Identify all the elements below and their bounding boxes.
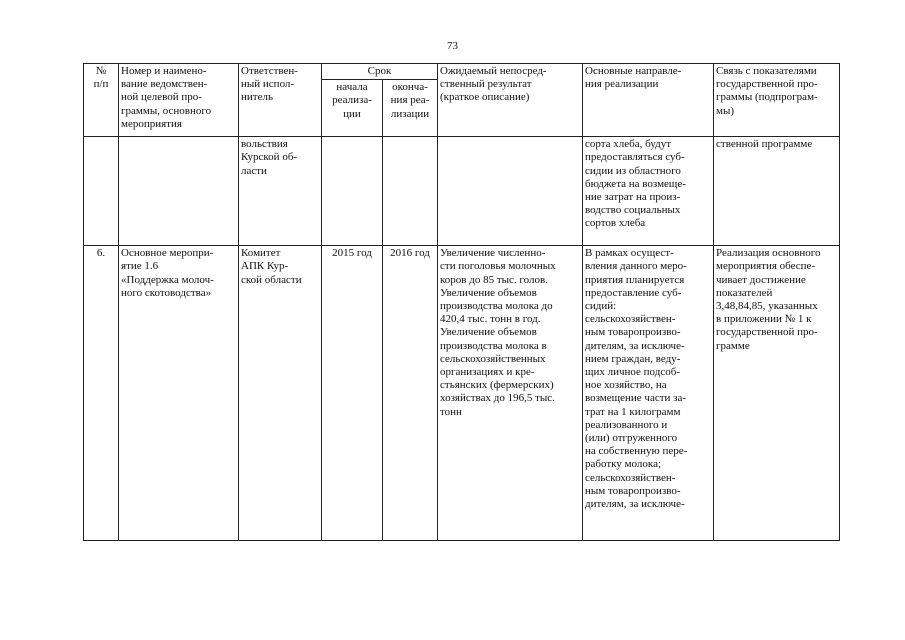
header-num: № п/п bbox=[84, 64, 119, 137]
header-link: Связь с показателями государственной про- граммы (подпрограм- мы) bbox=[714, 64, 840, 137]
cell-link: Реализация основного мероприятия обеспе- чивает достижение показателей 3,48,84,85, указанных в приложении № 1 к государственной про- грамме bbox=[714, 246, 840, 541]
cell-end bbox=[383, 137, 438, 246]
table-header-row bbox=[84, 64, 840, 80]
cell-responsible: вольствия Курской об- ласти bbox=[239, 137, 322, 246]
header-responsible: Ответствен- ный испол- нитель bbox=[239, 64, 322, 137]
cell-result bbox=[438, 137, 583, 246]
cell-link: ственной программе bbox=[714, 137, 840, 246]
table-row bbox=[84, 246, 840, 541]
header-program: Номер и наимено- вание ведомствен- ной целевой про- граммы, основного мероприятия bbox=[119, 64, 239, 137]
cell-responsible: Комитет АПК Кур- ской области bbox=[239, 246, 322, 541]
header-term-start: начала реализа- ции bbox=[322, 80, 383, 137]
header-result: Ожидаемый непосред- ственный результат (краткое описание) bbox=[438, 64, 583, 137]
cell-directions: В рамках осущест- вления данного меро- приятия планируется предоставление суб- сидий: сельскохозяйствен- ным товаропроизво- дителям, за исключе- нием граждан, веду- щих личное подсоб- ное хозяйство, на возмещение части за- трат на 1 килограмм реализованного и (или) отгруженного на собственную пере- работку молока; сельскохозяйствен- ным товаропроизво- дителям, за исключе- bbox=[583, 246, 714, 541]
header-term-end: оконча- ния реа- лизации bbox=[383, 80, 438, 137]
program-table bbox=[83, 63, 840, 541]
table-row bbox=[84, 137, 840, 246]
header-term: Срок bbox=[322, 64, 438, 80]
cell-num: 6. bbox=[84, 246, 119, 541]
cell-result: Увеличение численно- сти поголовья молочных коров до 85 тыс. голов. Увеличение объемов производства молока до 420,4 тыс. тонн в год. Увеличение объемов производства молока в сельскохозяйственных организациях и кре- стьянских (фермерских) хозяйствах до 196,5 тыс. тонн bbox=[438, 246, 583, 541]
cell-start: 2015 год bbox=[322, 246, 383, 541]
cell-directions: сорта хлеба, будут предоставляться суб- сидии из областного бюджета на возмеще- ние затрат на произ- водство социальных сортов хлеба bbox=[583, 137, 714, 246]
cell-start bbox=[322, 137, 383, 246]
cell-program bbox=[119, 137, 239, 246]
cell-program: Основное меропри- ятие 1.6 «Поддержка молоч- ного скотоводства» bbox=[119, 246, 239, 541]
header-directions: Основные направле- ния реализации bbox=[583, 64, 714, 137]
cell-end: 2016 год bbox=[383, 246, 438, 541]
page-number: 73 bbox=[447, 40, 458, 52]
cell-num bbox=[84, 137, 119, 246]
